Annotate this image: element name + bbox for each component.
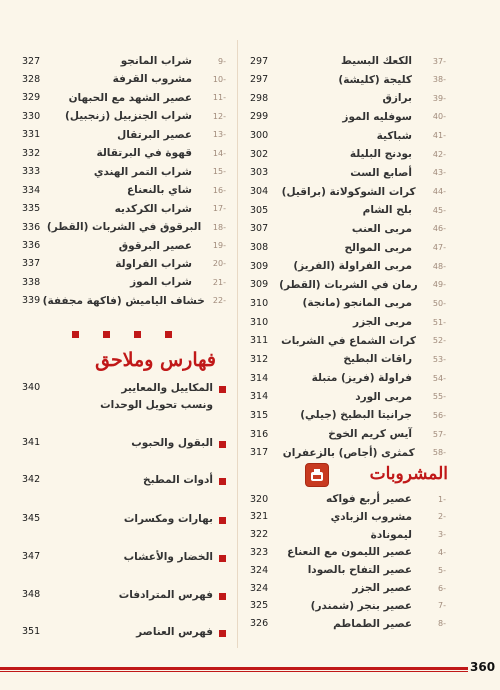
toc-entry [250,220,446,238]
entry-index: -47 [432,243,446,252]
entry-page-number: 314 [250,372,269,384]
toc-entry [250,444,446,462]
entry-index: -15 [212,167,226,177]
entry-title: آيس كريم الخوخ [328,428,412,440]
entry-page-number: 310 [250,297,269,309]
entry-page-number: 305 [250,204,269,216]
entry-title: فهرس المترادفات [118,589,213,601]
entry-title: كرات الشماع في الشربات [281,334,417,347]
toc-entry [250,239,446,257]
entry-page-number: 332 [22,147,41,159]
toc-entry [250,406,446,424]
entry-index: -38 [432,75,446,85]
entry-title: خشاف الياميش (فاكهة مجففة) [42,294,205,307]
toc-entry [250,597,446,615]
entry-page-number: 342 [22,474,41,485]
page-number: 360 [470,660,496,674]
entry-title: عصير الشهد مع الحبهان [68,91,192,104]
entry-title: بلح الشام [362,204,412,217]
entry-index: -20 [212,259,226,269]
entry-title: جرانيتا البطيخ (جيلي) [300,409,412,422]
entry-title: ليمونادة [370,528,412,541]
entry-title: عصير بنجر (شمندر) [310,599,412,612]
entry-index: -52 [432,336,446,346]
entry-title: البرقوق في الشربات (القطر) [46,221,202,234]
entry-title: شراب الكركديه [114,202,192,215]
entry-page-number: 302 [250,148,269,160]
toc-entry [250,332,446,350]
entry-page-number: 320 [250,493,269,505]
index-entry [22,624,226,641]
entry-index: -43 [432,168,446,178]
drinks-heading: المشروبات [369,464,448,484]
entry-title: فهرس العناصر [136,626,213,638]
entry-title: المكاييل والمعايير ونسب تحويل الوحدات [100,382,213,411]
entry-page-number: 321 [250,511,269,523]
entry-title: كليجة (كليشة) [338,73,412,86]
toc-entry [250,71,446,89]
index-entry [22,380,226,414]
entry-title: فراولة (فريز) متبلة [311,372,412,385]
entry-index: -53 [432,354,446,364]
entry-index: -16 [212,185,226,195]
entry-page-number: 314 [250,391,269,403]
footer-rule-thin [0,671,468,672]
entry-index: -58 [432,448,446,458]
entry-title: كمثرى (أجاص) بالزعفران [282,446,415,459]
entry-index: -50 [432,298,446,308]
toc-entry [250,388,446,406]
entry-title: عصير الليمون مع النعناع [287,546,412,559]
entry-title: شراب التمر الهندي [93,165,192,178]
toc-entry [250,543,446,561]
entry-title: عصير الجزر [352,582,412,594]
entry-index: -55 [432,392,446,402]
bullet-square-icon [219,517,226,524]
entry-page-number: 310 [250,316,269,328]
entry-page-number: 339 [22,295,41,307]
entry-title: رمان في الشربات (القطر) [279,278,418,291]
index-entry [22,511,226,528]
entry-index: -19 [212,241,226,250]
entry-title: مربى الموالح [344,241,412,254]
entry-page-number: 337 [22,258,41,270]
entry-index: -18 [212,222,226,232]
entry-title: عصير البرقوق [118,239,192,252]
entry-title: كرات الشوكولاتة (براقيل) [281,185,416,198]
entry-index: -5 [438,565,446,575]
entry-title: بهارات ومكسرات [123,513,213,525]
entry-index: -54 [432,373,446,383]
entry-page-number: 335 [22,203,41,215]
toc-entry [250,201,446,219]
entry-index: -7 [438,601,446,611]
entry-index: -41 [432,131,446,141]
entry-title: مربى الورد [355,390,412,403]
toc-entry [250,257,446,275]
entry-page-number: 351 [22,626,41,637]
toc-entry [250,350,446,368]
bullet-square-icon [219,630,226,637]
toc-entry [22,292,226,310]
entry-page-number: 336 [22,240,41,251]
entry-index: -10 [212,74,226,84]
bullet-decoration [72,331,172,338]
entry-title: برازق [382,92,412,105]
entry-title: شراب المانجو [120,55,192,67]
entry-page-number: 327 [22,55,41,67]
entry-title: البقول والحبوب [131,437,213,449]
entry-page-number: 316 [250,428,269,440]
entry-page-number: 303 [250,167,269,179]
toc-entry [250,313,446,331]
entry-page-number: 348 [22,589,41,600]
entry-title: شراب الفراولة [115,257,192,270]
entry-index: -45 [432,205,446,215]
entry-page-number: 331 [22,129,41,141]
toc-entry [250,490,446,508]
toc-entry [22,255,226,273]
entry-index: -51 [432,317,446,327]
bullet-square-icon [219,593,226,600]
entry-page-number: 345 [22,513,41,524]
entry-page-number: 325 [250,600,269,612]
toc-entry [250,294,446,312]
entry-index: -13 [212,130,226,140]
index-entry [22,587,226,604]
entry-page-number: 299 [250,111,269,123]
entry-page-number: 297 [250,74,269,86]
entry-index: -17 [212,204,226,214]
entry-title: الكعك البسيط [340,55,412,67]
entry-title: قهوة في البرتقالة [96,147,192,160]
entry-title: مربى المانجو (مانجة) [302,297,412,310]
toc-entry [250,108,446,126]
toc-entry [250,89,446,107]
index-entry [22,472,226,489]
entry-index: -9 [218,56,226,66]
toc-entry [22,107,226,125]
entry-page-number: 317 [250,447,269,459]
toc-entry [250,579,446,597]
toc-entry [250,183,446,201]
toc-entry [22,273,226,291]
entry-page-number: 309 [250,279,269,291]
entry-title: مربى الجزر [353,316,412,329]
entry-page-number: 324 [250,582,269,594]
entry-title: مشروب القرفة [112,73,192,86]
entry-page-number: 298 [250,92,269,104]
index-heading: فهارس وملاحق [95,349,216,371]
entry-page-number: 329 [22,92,41,104]
entry-page-number: 307 [250,223,269,235]
entry-page-number: 336 [22,221,41,233]
entry-page-number: 334 [22,184,41,196]
entry-page-number: 312 [250,353,269,365]
entry-index: -8 [438,619,446,629]
entry-index: -14 [212,148,226,158]
entry-title: عصير التفاح بالصودا [307,564,412,577]
entry-title: عصير أربع فواكه [326,493,412,505]
toc-entry [22,126,226,144]
entry-title: عصير البرتقال [117,128,192,141]
entry-page-number: 309 [250,260,269,272]
entry-title: الخضار والأعشاب [123,551,213,563]
entry-page-number: 315 [250,409,269,421]
entry-page-number: 322 [250,529,269,541]
entry-title: سوفليه الموز [342,110,412,123]
entry-index: -1 [438,494,446,504]
toc-entry [22,200,226,218]
entry-index: -57 [432,429,446,439]
drinks-section-icon [305,463,329,487]
entry-page-number: 341 [22,437,41,448]
entry-page-number: 304 [250,186,269,198]
entry-index: -40 [432,112,446,122]
toc-entry [22,218,226,236]
toc-entry [22,89,226,107]
bullet-square-icon [219,386,226,393]
toc-entry [22,70,226,88]
index-entry [22,435,226,452]
entry-title: شراب الجنزبيل (زنجبيل) [65,110,192,123]
footer-rule [0,667,468,670]
entry-page-number: 328 [22,73,41,85]
toc-entry [22,163,226,181]
toc-entry [250,127,446,145]
toc-entry [250,52,446,70]
entry-title: بودنج البليلة [349,148,412,161]
entry-page-number: 311 [250,335,269,347]
entry-index: -49 [432,280,446,290]
entry-title: مربى العنب [351,222,412,235]
entry-title: مشروب الزبادي [330,510,412,523]
entry-title: مربى الفراولة (الفريز) [293,260,412,273]
toc-entry [250,164,446,182]
entry-page-number: 340 [22,382,41,393]
entry-page-number: 330 [22,110,41,122]
entry-page-number: 347 [22,551,41,562]
entry-page-number: 323 [250,546,269,558]
column-divider [237,40,238,648]
bullet-square-icon [219,555,226,562]
toc-entry [250,508,446,526]
toc-entry [250,526,446,544]
entry-page-number: 324 [250,564,269,576]
entry-index: -46 [432,224,446,234]
entry-index: -39 [432,93,446,103]
entry-index: -37 [432,56,446,66]
entry-index: -22 [212,296,226,306]
entry-page-number: 326 [250,618,269,630]
entry-title: أدوات المطبخ [143,474,213,486]
entry-index: -6 [438,583,446,593]
entry-index: -4 [438,547,446,557]
toc-entry [22,237,226,255]
toc-entry [250,145,446,163]
entry-index: -3 [438,530,446,540]
entry-index: -44 [432,187,446,197]
entry-index: -48 [432,261,446,271]
index-entry [22,549,226,566]
bullet-square-icon [219,478,226,485]
bullet-square-icon [219,441,226,448]
toc-entry [250,615,446,633]
toc-entry [22,52,226,70]
toc-entry [250,276,446,294]
entry-index: -21 [212,277,226,287]
toc-entry [22,181,226,199]
entry-title: عصير الطماطم [333,617,412,630]
entry-title: شاي بالنعناع [127,184,192,197]
entry-page-number: 300 [250,130,269,142]
toc-entry [250,561,446,579]
entry-index: -2 [438,512,446,522]
entry-page-number: 308 [250,242,269,253]
toc-entry [22,144,226,162]
entry-title: أصابع الست [350,166,412,179]
toc-entry [250,425,446,443]
entry-page-number: 338 [22,276,41,288]
entry-page-number: 297 [250,55,269,67]
entry-title: شراب الموز [130,276,192,289]
entry-index: -56 [432,410,446,420]
entry-title: راقات البطيخ [343,353,412,366]
entry-page-number: 333 [22,166,41,178]
entry-title: شباكية [376,129,412,142]
toc-entry [250,369,446,387]
entry-index: -42 [432,149,446,159]
entry-index: -12 [212,111,226,121]
entry-index: -11 [212,93,226,103]
